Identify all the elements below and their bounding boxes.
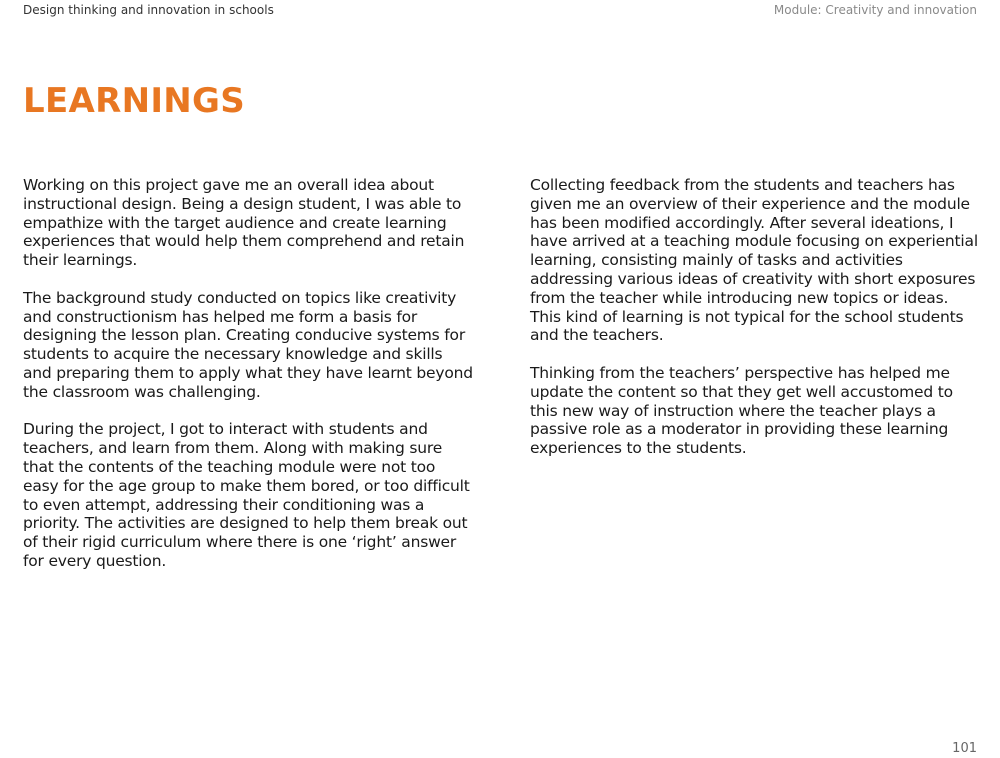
paragraph: Thinking from the teachers’ perspective has helped me update the content so that they get well accustomed to this new way of instruction where the teacher plays a passive role as a moderator in providing these learning experiences to the students.: [530, 363, 953, 458]
paragraph: Working on this project gave me an overall idea about instructional design. Being a design student, I was able to empathize with the target audience and create learning experiences that would help them comprehend and retain their learnings.: [23, 176, 465, 270]
page-title: LEARNINGS: [23, 81, 246, 121]
page-number: 101: [952, 741, 977, 756]
paragraph: Collecting feedback from the students and teachers has given me an overview of their experience and the module has been modified accordingly. After several ideations, I have arrived at a teaching module focusing on experiential learning, consisting mainly of tasks and activities addressing various ideas of creativity with short exposures from the teacher while introducing new topics or ideas. This kind of learning is not typical for the school students and the teachers.: [530, 176, 978, 345]
left-column: [23, 176, 475, 590]
right-column: [530, 176, 982, 477]
running-header-left: Design thinking and innovation in schools: [23, 3, 274, 17]
running-header-right: Module: Creativity and innovation: [773, 3, 977, 17]
paragraph: During the project, I got to interact with students and teachers, and learn from them. Along with making sure that the contents of the teaching module were not too easy for the age group to make them bored, or too difficult to even attempt, addressing their conditioning was a priority. The activities are designed to help them break out of their rigid curriculum where there is one ‘right’ answer for every question.: [23, 420, 470, 570]
paragraph: The background study conducted on topics like creativity and constructionism has helped me form a basis for designing the lesson plan. Creating conducive systems for students to acquire the necessary knowledge and skills and preparing them to apply what they have learnt beyond the classroom was challenging.: [23, 288, 473, 401]
